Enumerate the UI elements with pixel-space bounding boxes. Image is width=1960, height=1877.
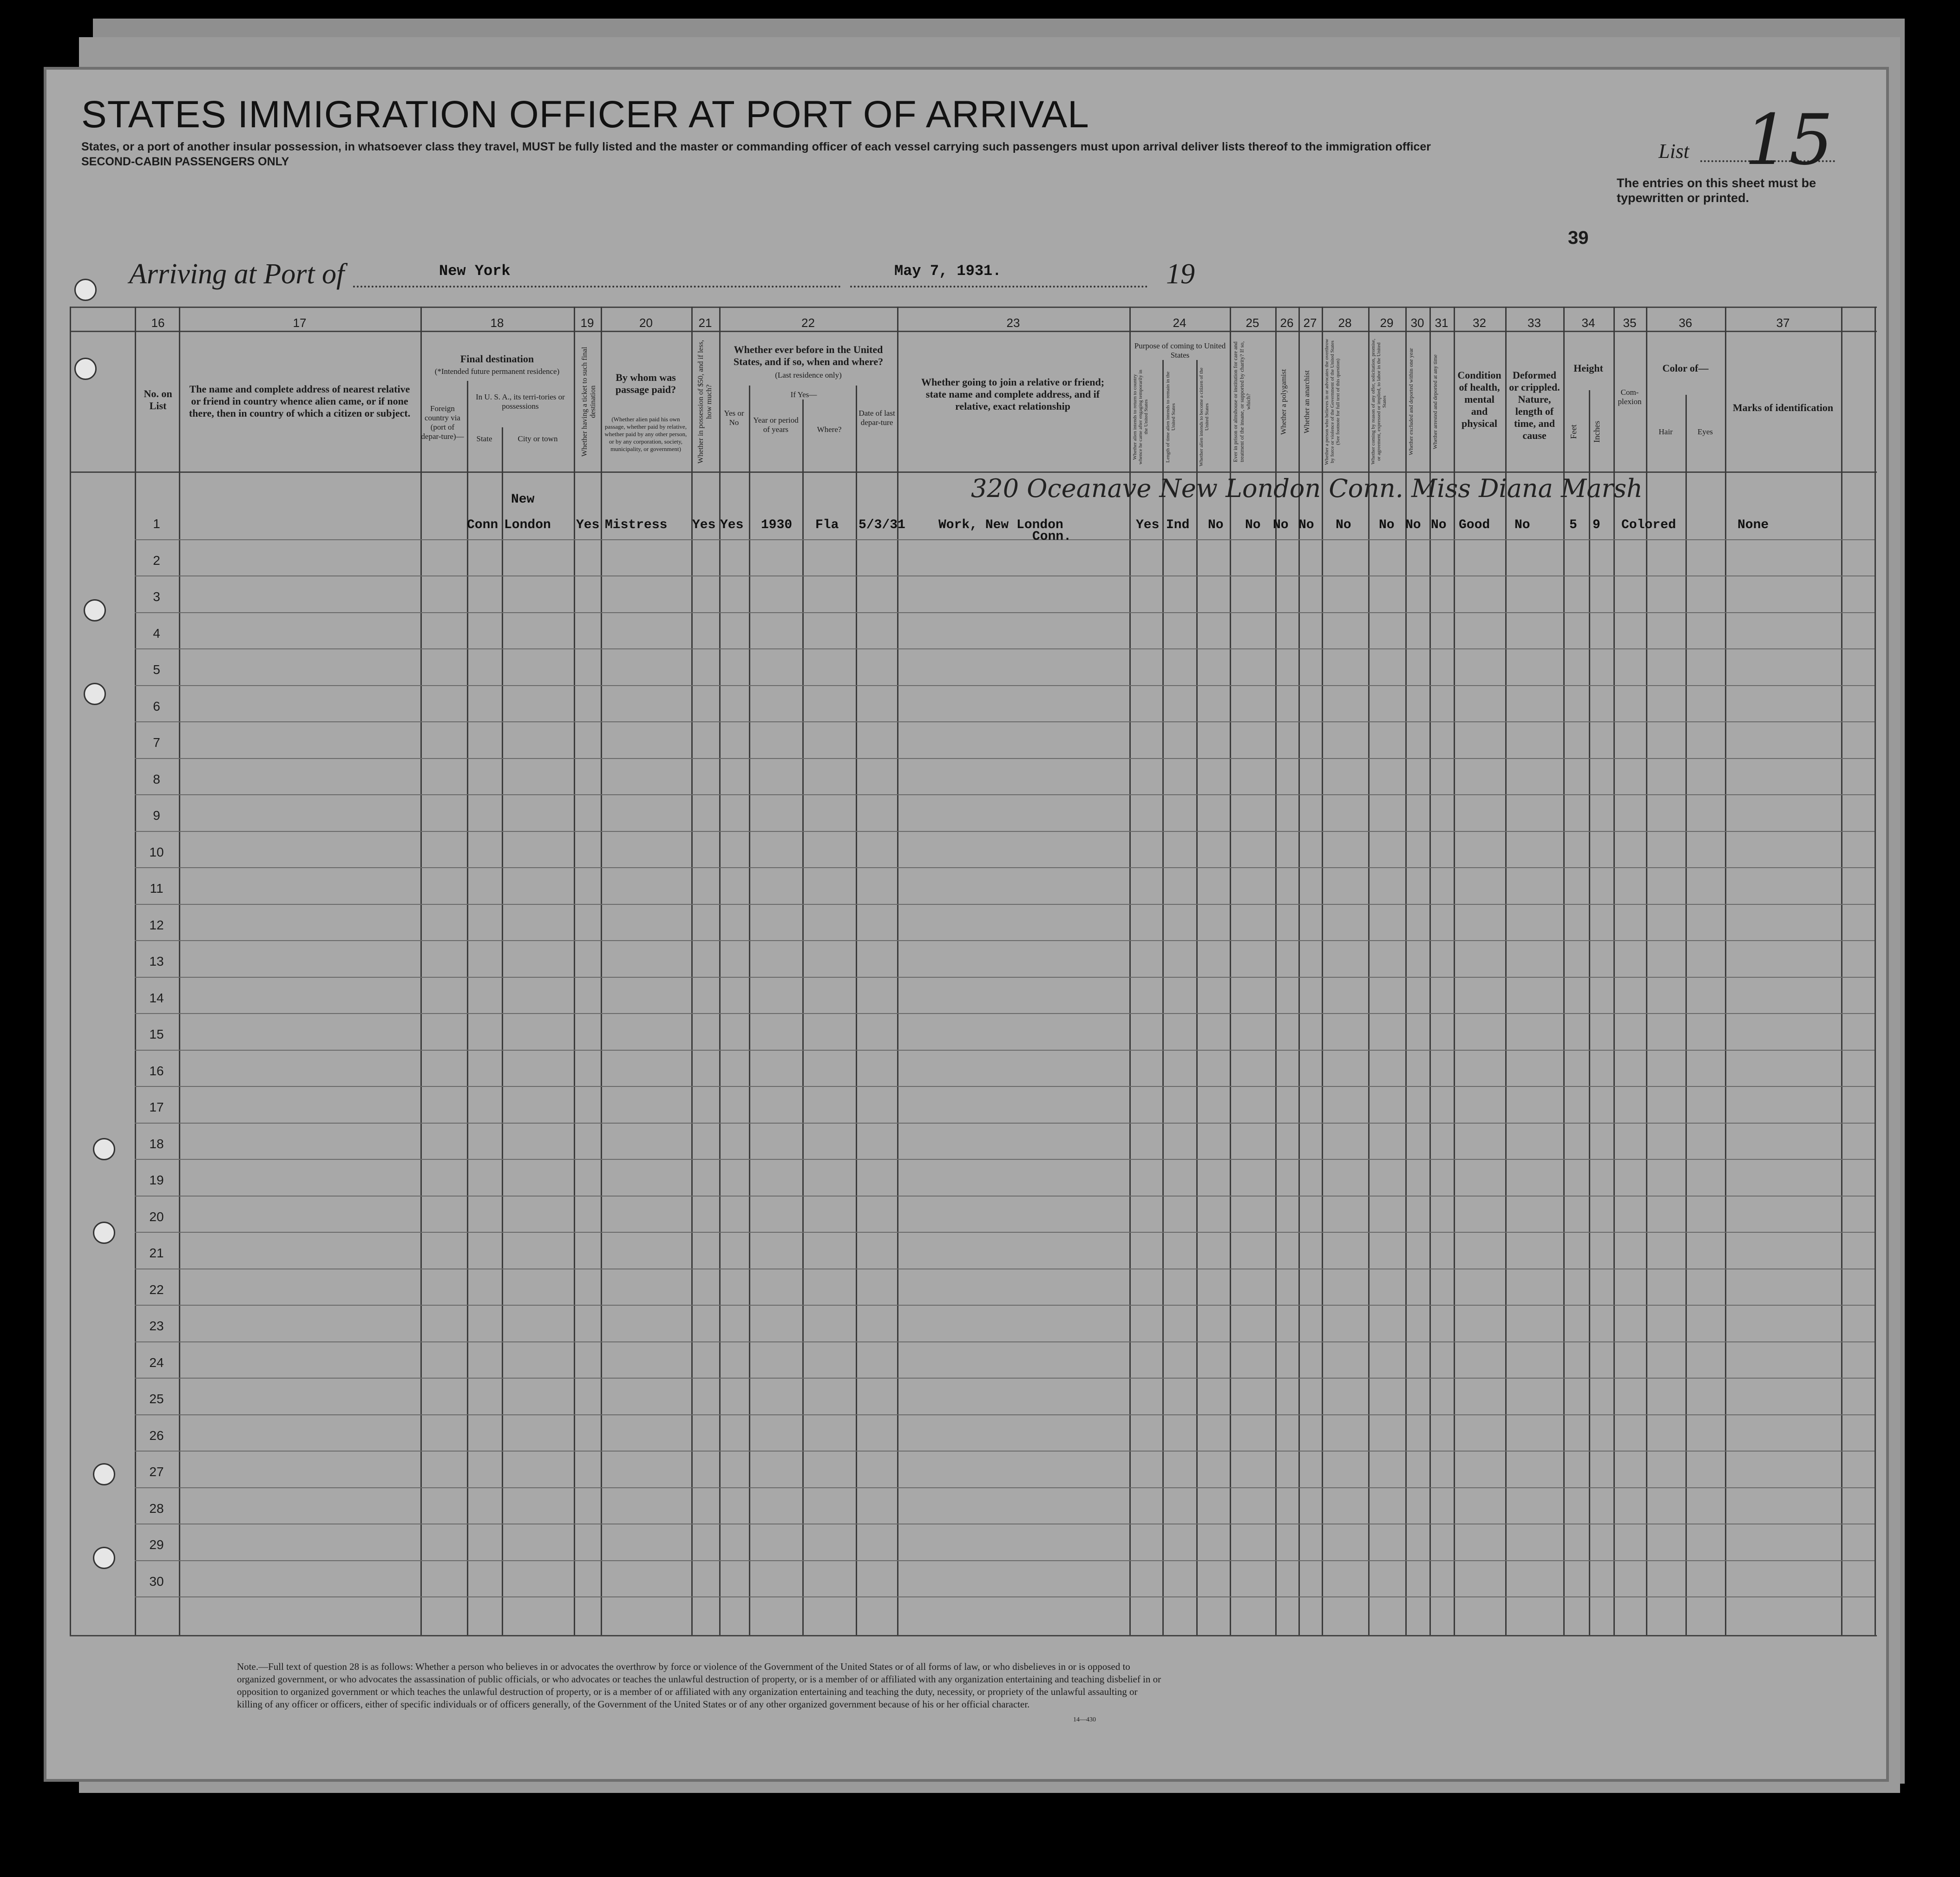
column-divider (601, 307, 602, 1635)
row1-deformed: No (1514, 518, 1530, 532)
punch-hole (93, 1222, 115, 1244)
column-divider (897, 307, 898, 1635)
header-eyes: Eyes (1697, 427, 1713, 436)
header-join-relative: Whether going to join a relative or friend; state name and complete address, and if relative, exact relationship (921, 376, 1105, 412)
arriving-label: Arriving at Port of (129, 258, 345, 290)
row-rule (135, 1196, 1875, 1197)
row1-labor: No (1379, 518, 1395, 532)
punch-hole (93, 1138, 115, 1160)
port-line (353, 286, 841, 288)
row-rule (135, 1232, 1875, 1233)
column-divider (1230, 307, 1231, 1635)
row-rule (135, 539, 1875, 540)
header-arrested: Whether arrested and deported at any time (1432, 354, 1438, 449)
column-divider (1322, 307, 1323, 1635)
row-rule (135, 831, 1875, 832)
row-rule (135, 721, 1875, 722)
header-labor-offer: Whether coming by reason of any offer, solicitation, promise, or agreement, expressed or implied, to labor in the United States (1370, 339, 1387, 465)
sub-column-divider (1589, 390, 1590, 1635)
sub-column-divider (856, 386, 857, 1635)
col-number-16: 16 (151, 316, 165, 330)
header-divider (70, 471, 1877, 473)
header-passage-paid-sub: (Whether alien paid his own passage, whether paid by relative, whether paid by any other person, or by any corporation, society, municipality, or government) (604, 416, 687, 452)
row1-join2: Conn. (1032, 530, 1072, 544)
row-number: 17 (149, 1100, 164, 1114)
row1-overthrow: No (1336, 518, 1351, 532)
col-number-25: 25 (1245, 316, 1259, 330)
col-number-22: 22 (801, 316, 815, 330)
header-purpose-c: Whether alien intends to become a citizen of the United States (1199, 367, 1210, 466)
row-rule (135, 794, 1875, 795)
header-prison: Ever in prison or almshouse or institution for care and treatment of the insane, or supported by charity? If so, which? (1232, 341, 1252, 463)
row-rule (135, 1414, 1875, 1415)
row-rule (135, 1123, 1875, 1124)
punch-hole (93, 1463, 115, 1485)
row-number: 24 (149, 1355, 164, 1370)
row-number: 30 (149, 1574, 164, 1589)
sub-column-divider (802, 399, 804, 1635)
row1-inches: 9 (1593, 518, 1600, 532)
row-number: 27 (149, 1465, 164, 1479)
col-number-30: 30 (1410, 316, 1424, 330)
row-rule (135, 685, 1875, 686)
row1-purpose-c: No (1208, 518, 1224, 532)
list-number: 15 (1744, 100, 1833, 181)
col-number-28: 28 (1338, 316, 1352, 330)
row-rule (135, 1013, 1875, 1014)
col-number-29: 29 (1380, 316, 1394, 330)
col-number-37: 37 (1776, 316, 1790, 330)
header-purpose: Purpose of coming to United States (1134, 341, 1226, 360)
punch-hole (74, 358, 97, 380)
header-in-usa: In U. S. A., its terri-tories or possessions (476, 392, 565, 411)
column-divider (1454, 307, 1455, 1635)
col-number-24: 24 (1173, 316, 1186, 330)
column-divider (1129, 307, 1131, 1635)
row1-health: Good (1459, 518, 1490, 532)
row1-money: Yes (692, 518, 716, 532)
punch-hole (93, 1547, 115, 1569)
col-number-18: 18 (490, 316, 504, 330)
row-number: 23 (149, 1319, 164, 1333)
row-number: 13 (149, 954, 164, 968)
row-number: 18 (149, 1136, 164, 1151)
sheet-number: 39 (1568, 228, 1589, 248)
column-divider (1298, 307, 1300, 1635)
row-number: 3 (153, 589, 160, 604)
header-passage-paid: By whom was passage paid? (615, 372, 676, 395)
header-final-destination: Final destination (460, 353, 534, 365)
row-number: 19 (149, 1173, 164, 1187)
row-number: 22 (149, 1282, 164, 1297)
header-ever-before: Whether ever before in the United States, and if so, when and where? (733, 344, 884, 367)
row-number: 2 (153, 553, 160, 568)
row1-feet: 5 (1569, 518, 1577, 532)
row1-join: Work, New London (938, 518, 1063, 532)
row-rule (135, 1341, 1875, 1342)
header-foreign-country: Foreign country via (port of depar-ture)— (421, 404, 464, 441)
col-number-26: 26 (1280, 316, 1294, 330)
row-number: 4 (153, 626, 160, 641)
header-excluded: Whether excluded and deported within one year (1408, 348, 1414, 456)
page-title: STATES IMMIGRATION OFFICER AT PORT OF ARRIVAL (81, 93, 1089, 136)
row1-city-top: New (511, 492, 535, 507)
sub-column-divider (1196, 360, 1198, 1635)
column-divider (691, 307, 693, 1635)
row-rule (135, 940, 1875, 941)
col-number-20: 20 (639, 316, 653, 330)
column-divider (1275, 307, 1277, 1635)
header-complexion: Com-plexion (1618, 388, 1642, 406)
column-divider (1405, 307, 1407, 1635)
column-divider (1875, 307, 1876, 1635)
row-rule (135, 1159, 1875, 1160)
row1-prison: No (1245, 518, 1261, 532)
header-ticket: Whether having a ticket to such final destination (581, 347, 597, 457)
header-health: Condition of health, mental and physical (1457, 369, 1501, 429)
header-fifty-dollars: Whether in possession of $50, and if less, how much? (697, 340, 713, 464)
column-divider (1725, 307, 1726, 1635)
row1-state: Conn (467, 518, 498, 532)
header-final-destination-sub: (*Intended future permanent residence) (434, 367, 560, 376)
table-bottom-border (70, 1635, 1877, 1636)
row1-anarchist: No (1298, 518, 1314, 532)
column-divider (135, 307, 136, 1635)
row1-ticket: Yes (576, 518, 600, 532)
header-purpose-b: Length of time alien intends to remain in the United States (1165, 371, 1176, 463)
header-ever-before-sub: (Last residence only) (775, 371, 842, 379)
row1-city: London (504, 518, 551, 532)
row-number: 21 (149, 1246, 164, 1260)
column-divider (1563, 307, 1565, 1635)
row-number: 9 (153, 808, 160, 823)
header-color: Color of— (1662, 362, 1709, 374)
column-divider (1841, 307, 1842, 1635)
row1-polygamist: No (1273, 518, 1289, 532)
row1-purpose-b: Ind (1166, 518, 1190, 532)
row-number: 12 (149, 917, 164, 932)
header-relative-abroad: The name and complete address of nearest relative or friend in country whence alien came, or if none there, then in country of which a citizen or subject. (189, 383, 411, 419)
row-rule (135, 758, 1875, 759)
row-rule (135, 867, 1875, 868)
punch-hole (84, 599, 106, 621)
row-rule (135, 1305, 1875, 1306)
list-label: List (1658, 140, 1690, 163)
footnote: Note.—Full text of question 28 is as follows: Whether a person who believes in or advocates the overthrow by force or violence of the Government of the United States or of all forms of law, or who disbelieves in or is opposed to organized government, or who advocates the assassination of public officials, or who advocates or teaches the unlawful destruction of property, or is a member of or affiliated with any organization entertaining and teaching disbelief in or opposition to organized government or which teaches the unlawful destruction of property, or is a member of or affiliated with any organization entertaining and teaching the duty, necessity, or propriety of the unlawful assaulting or killing of any officer or officers, either of specific individuals or of officers generally, of the Government of the United States or of any other organized government because of his or her official character. (237, 1661, 1161, 1710)
row1-marks: None (1737, 518, 1769, 532)
row-number: 14 (149, 990, 164, 1005)
header-marks: Marks of identification (1732, 402, 1834, 413)
row-number: 20 (149, 1209, 164, 1224)
sub-column-divider (502, 427, 503, 1635)
row-number: 1 (153, 517, 160, 531)
column-divider (179, 307, 180, 1635)
header-city: City or town (518, 434, 558, 443)
row-number: 10 (149, 844, 164, 859)
header-inches: Inches (1592, 421, 1601, 443)
col-number-31: 31 (1435, 316, 1449, 330)
row-number: 29 (149, 1537, 164, 1552)
column-divider (1505, 307, 1507, 1635)
row1-purpose-a: Yes (1136, 518, 1160, 532)
row-number: 26 (149, 1428, 164, 1443)
column-divider (1646, 307, 1647, 1635)
row1-arrested: No (1431, 518, 1447, 532)
header-polygamist: Whether a polygamist (1280, 369, 1288, 435)
row-rule (135, 1560, 1875, 1561)
row1-complexion: Colored (1621, 518, 1676, 532)
row1-paid-by: Mistress (605, 518, 668, 532)
year-prefix: 19 (1166, 258, 1195, 290)
row-rule (135, 1050, 1875, 1051)
date-value: May 7, 1931. (894, 262, 1002, 280)
row-rule (135, 648, 1875, 649)
row1-period: 1930 (761, 518, 793, 532)
row-rule (135, 1378, 1875, 1379)
col-number-21: 21 (698, 316, 712, 330)
sub-column-divider (467, 381, 468, 1635)
row-rule (135, 1487, 1875, 1488)
header-anarchist: Whether an anarchist (1303, 370, 1311, 433)
date-line (850, 286, 1147, 288)
row-rule (135, 904, 1875, 905)
header-feet: Feet (1569, 425, 1578, 439)
sub-column-divider (749, 386, 750, 1635)
row1-before: Yes (720, 518, 744, 532)
entries-note: The entries on this sheet must be typewritten or printed. (1617, 176, 1816, 205)
column-divider (420, 307, 422, 1635)
column-divider (1613, 307, 1615, 1635)
header-yes-no: Yes or No (724, 409, 744, 427)
header-if-yes: If Yes— (790, 390, 817, 399)
row-rule (135, 977, 1875, 978)
header-no-on-list: No. on List (144, 388, 172, 412)
punch-hole (74, 279, 97, 301)
row-rule (135, 612, 1875, 613)
table-top-border (70, 307, 1877, 308)
form-number: 14—430 (1073, 1716, 1096, 1723)
row1-where: Fla (815, 518, 839, 532)
row-number: 8 (153, 772, 160, 786)
col-number-34: 34 (1581, 316, 1595, 330)
row-number: 6 (153, 699, 160, 713)
row-number: 5 (153, 662, 160, 677)
sub-column-divider (1685, 395, 1687, 1635)
column-divider (574, 307, 575, 1635)
header-departure: Date of last depar-ture (859, 409, 895, 427)
column-divider (1368, 307, 1370, 1635)
col-number-17: 17 (293, 316, 307, 330)
colnum-divider (70, 331, 1877, 332)
punch-hole (84, 683, 106, 705)
subtitle: SECOND-CABIN PASSENGERS ONLY (81, 155, 289, 168)
header-hair: Hair (1658, 427, 1673, 436)
col-number-36: 36 (1678, 316, 1692, 330)
row-number: 16 (149, 1063, 164, 1078)
row-number: 28 (149, 1501, 164, 1516)
column-divider (70, 307, 71, 1635)
col-number-27: 27 (1303, 316, 1317, 330)
header-deformed: Deformed or crippled. Nature, length of time, and cause (1509, 369, 1560, 441)
row-number: 25 (149, 1392, 164, 1406)
col-number-19: 19 (580, 316, 594, 330)
header-purpose-a: Whether alien intends to return to country whence he came after engaging temporarily in the United States (1132, 369, 1149, 464)
col-number-33: 33 (1527, 316, 1541, 330)
header-period: Year or period of years (753, 416, 799, 434)
col-number-35: 35 (1623, 316, 1637, 330)
instruction-text (81, 139, 1559, 169)
col-number-32: 32 (1473, 316, 1486, 330)
header-height: Height (1573, 362, 1603, 374)
instruction-line: States, or a port of another insular possession, in whatsoever class they travel, MUST be fully listed and the master or commanding officer of each vessel carrying such passengers must upon arrival deliver lists thereof to the immigration officer (81, 140, 1431, 153)
col-number-23: 23 (1006, 316, 1020, 330)
header-where: Where? (817, 425, 842, 434)
sub-column-divider (1162, 360, 1164, 1635)
row-rule (135, 1596, 1875, 1597)
row-rule (135, 1451, 1875, 1452)
column-divider (719, 307, 721, 1635)
row-number: 7 (153, 735, 160, 750)
row-number: 11 (150, 881, 164, 896)
row1-departure: 5/3/31 (859, 518, 905, 532)
column-divider (1429, 307, 1431, 1635)
header-state: State (476, 434, 492, 443)
handwritten-address: 320 Oceanave New London Conn. Miss Diana Marsh (971, 474, 1643, 503)
row-number: 15 (149, 1027, 164, 1041)
row-rule (135, 1086, 1875, 1087)
port-value: New York (439, 262, 511, 280)
row1-excluded: No (1405, 518, 1421, 532)
header-overthrow: Whether a person who believes in or advocates the overthrow by force or violence of the Government of the United States (See footnote for full text of this question) (1324, 339, 1341, 465)
